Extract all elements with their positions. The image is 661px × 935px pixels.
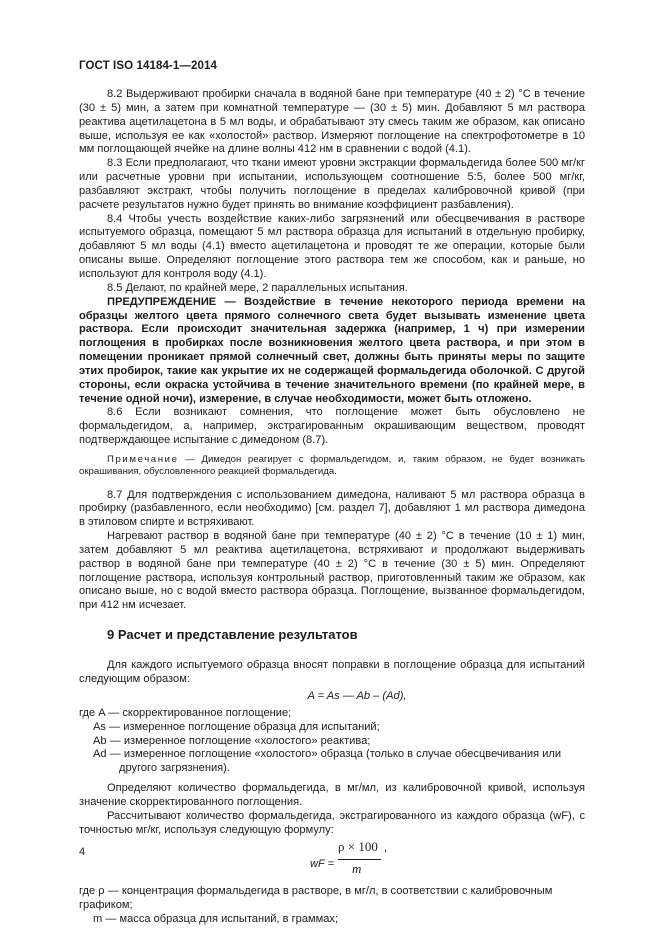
paragraph-8-5: 8.5 Делают, по крайней мере, 2 параллельных испытания. bbox=[107, 281, 408, 294]
definition-ad: Ad — измеренное поглощение «холостого» образца (только в случае обесцвечивания или другого загрязнения). bbox=[93, 748, 562, 775]
note-label: Примечание bbox=[107, 453, 179, 465]
paragraph-8-6: 8.6 Если возникают сомнения, что поглощение может быть обусловлено не формальдегидом, а, например, экстрагированным окрашивающим веществом, проводят подтверждающее испытание с димедоном (8.7). bbox=[79, 406, 585, 447]
formula-lhs: wF = bbox=[310, 858, 335, 871]
paragraph-calculate: Рассчитывают количество формальдегида, экстрагированного из каждого образца (wF), с точностью мг/кг, используя следующую формулу: bbox=[79, 809, 585, 836]
section-9-heading: 9 Расчет и представление результатов bbox=[107, 627, 358, 643]
definition-as: As — измеренное поглощение образца для испытаний; bbox=[93, 720, 380, 733]
mass-fraction-formula bbox=[79, 839, 585, 883]
fraction-bar bbox=[338, 859, 381, 860]
paragraph-determine: Определяют количество формальдегида, в мг/мл, из калибровочной кривой, используя значение скорректированного поглощения. bbox=[79, 782, 585, 808]
page-number: 4 bbox=[79, 846, 86, 858]
definition-m: m — масса образца для испытаний, в граммах; bbox=[93, 913, 339, 926]
standard-header: ГОСТ ISO 14184-1—2014 bbox=[79, 60, 217, 72]
paragraph-8-7: 8.7 Для подтверждения с использованием димедона, наливают 5 мл раствора образца в пробирку (разбавленного, если необходимо) [см. раздел 7], добавляют 1 мл раствора димедона в этиловом спирте и встряхивают. bbox=[79, 488, 585, 529]
definition-rho: где ρ — концентрация формальдегида в растворе, в мг/л, в соответствии с калибровочным графиком; bbox=[79, 885, 553, 912]
definition-ab: Ab — измеренное поглощение «холостого» реактива; bbox=[93, 734, 371, 747]
warning-paragraph: ПРЕДУПРЕЖДЕНИЕ — Воздействие в течение некоторого периода времени на образцы желтого цвета прямого солнечного света будет вызывать изменение цвета раствора. Если происходит значительная задержка (например, 1 ч) при измерении поглощения в пробирках после возникновения желтого цвета раствора, и при этом в помещении проникает прямой солнечный свет, должны быть приняты меры по защите этих пробирок, такие как укрытие их не содержащей формальдегида оболочкой. С другой стороны, если окраска устойчива в течение значительного времени (по крайней мере, в течение одной ночи), измерение, в случае необходимости, может быть отложено. bbox=[79, 295, 585, 405]
formula-comma: , bbox=[384, 842, 388, 855]
paragraph-8-2: 8.2 Выдерживают пробирки сначала в водяной бане при температуре (40 ± 2) °С в течение (30 ± 5) мин, а затем при комнатной температуре — (30 ± 5) мин. Добавляют 5 мл раствора реактива ацетилацетона в 5 мл воды, и обрабатывают эту смесь таким же образом, как описано выше, используя ее как «холостой» раствор. Измеряют поглощение на спектрофотометре в 10 мм поглощающей ячейке на длине волны 412 нм в сравнении с водой (4.1). bbox=[79, 88, 585, 156]
correction-formula: A = As — Ab – (Ad), bbox=[307, 689, 407, 702]
definition-a: где A — скорректированное поглощение; bbox=[79, 706, 292, 719]
section-9-intro: Для каждого испытуемого образца вносят поправки в поглощение образца для испытаний следующим образом: bbox=[79, 659, 585, 685]
formula-numerator: ρ × 100 bbox=[338, 839, 378, 855]
note-text: — Димедон реагирует с формальдегидом, и, таким образом, не будет возникать окрашивания, обусловленного реакцией формальдегида. bbox=[79, 453, 585, 478]
note bbox=[79, 454, 585, 479]
paragraph-8-4: 8.4 Чтобы учесть воздействие каких-либо загрязнений или обесцвечивания в растворе испытуемого образца, помещают 5 мл раствора образца для испытаний в отдельную пробирку, добавляют 5 мл воды (4.1) вместо ацетилацетона и проводят те же операции, которые были описаны выше. Определяют поглощение этого раствора тем же способом, как и раньше, но используют для контроля воду (4.1). bbox=[79, 212, 585, 280]
document-body bbox=[79, 88, 585, 927]
paragraph-8-7-continued: Нагревают раствор в водяной бане при температуре (40 ± 2) °С в течение (10 ± 1) мин, затем добавляют 5 мл реактива ацетилацетона, встряхивают и продолжают выдерживать раствор в водяной бане при температуре (40 ± 2) °С в течение (30 ± 5) мин. Определяют поглощение раствора, используя контрольный раствор, приготовленный таким же образом, как описано выше, но с водой вместо раствора образца. Поглощение, вызванное формальдегидом, при 412 нм исчезает. bbox=[79, 530, 585, 612]
definition-list bbox=[79, 721, 585, 776]
definitions bbox=[79, 707, 585, 776]
formula-denominator: m bbox=[352, 861, 362, 877]
paragraph-8-3: 8.3 Если предполагают, что ткани имеют уровни экстракции формальдегида более 500 мг/кг или расчетные уровни при испытании, использующем соотношение 5:5, более 500 мг/кг, разбавляют экстракт, чтобы получить поглощение в пределах калибровочной кривой (при расчете результатов нужно будет принять во внимание коэффициент разбавления). bbox=[79, 157, 585, 211]
